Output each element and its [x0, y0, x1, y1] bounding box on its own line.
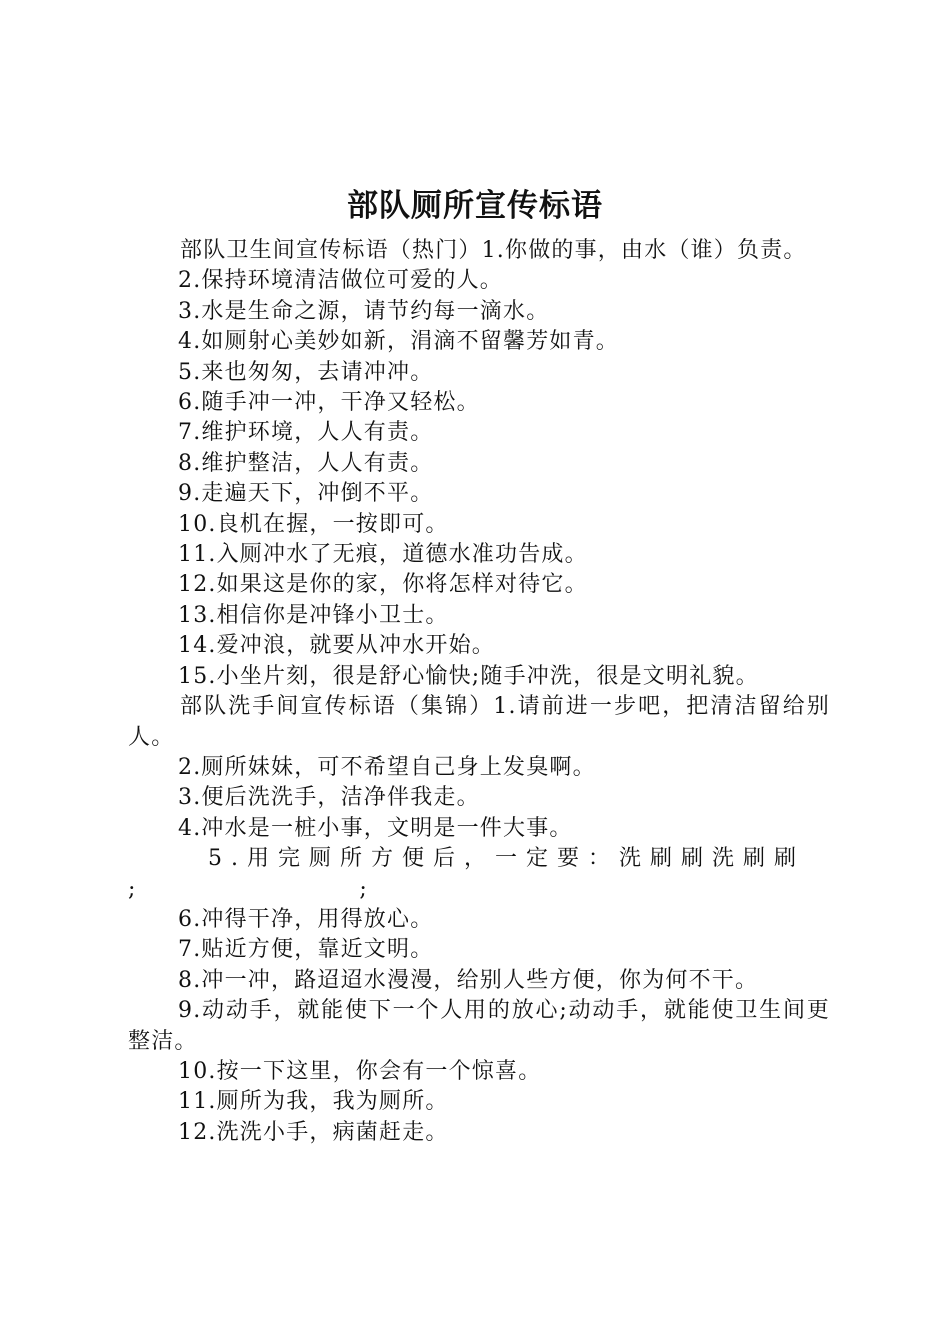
paragraph-spread: 5.用完厕所方便后，一定要：洗刷刷洗刷刷: [208, 846, 805, 872]
paragraph: 7.贴近方便，靠近文明。: [178, 937, 434, 963]
paragraph: 2.保持环境清洁做位可爱的人。: [178, 268, 503, 294]
paragraph: 6.冲得干净，用得放心。: [178, 906, 434, 932]
semicolon-right: ;: [359, 876, 368, 902]
document-body: [128, 236, 830, 1148]
semicolon-left: ;: [128, 876, 137, 902]
paragraph: 9.走遍天下，冲倒不平。: [178, 481, 434, 507]
paragraph: 8.维护整洁，人人有责。: [178, 450, 434, 476]
paragraph: 15.小坐片刻，很是舒心愉快;随手冲洗，很是文明礼貌。: [178, 663, 759, 689]
paragraph: 8.冲一冲，路迢迢水漫漫，给别人些方便，你为何不干。: [178, 967, 759, 993]
paragraph: 12.如果这是你的家，你将怎样对待它。: [178, 572, 588, 598]
paragraph: 10.按一下这里，你会有一个惊喜。: [178, 1058, 542, 1084]
paragraph: 4.如厕射心美妙如新，涓滴不留馨芳如青。: [178, 329, 619, 355]
paragraph: 9.动动手，就能使下一个人用的放心;动动手，就能使卫生间更整洁。: [128, 998, 830, 1054]
paragraph: 12.洗洗小手，病菌赶走。: [178, 1119, 449, 1145]
document-title: 部队厕所宣传标语: [347, 188, 603, 224]
paragraph: 11.厕所为我，我为厕所。: [178, 1089, 449, 1115]
paragraph: 6.随手冲一冲，干净又轻松。: [178, 390, 480, 416]
paragraph: 13.相信你是冲锋小卫士。: [178, 602, 449, 628]
paragraph: 2.厕所妹妹，可不希望自己身上发臭啊。: [178, 754, 596, 780]
paragraph: 部队洗手间宣传标语（集锦）1.请前进一步吧，把清洁留给别人。: [128, 694, 830, 750]
paragraph: 7.维护环境，人人有责。: [178, 420, 434, 446]
paragraph: 3.便后洗洗手，洁净伴我走。: [178, 785, 480, 811]
paragraph: 14.爱冲浪，就要从冲水开始。: [178, 633, 495, 659]
paragraph: 3.水是生命之源，请节约每一滴水。: [178, 298, 550, 324]
paragraph: 5.来也匆匆，去请冲冲。: [178, 359, 434, 385]
paragraph: 10.良机在握，一按即可。: [178, 511, 449, 537]
paragraph: 11.入厕冲水了无痕，道德水准功告成。: [178, 542, 588, 568]
paragraph-spread-continuation: [128, 875, 368, 905]
paragraph: 部队卫生间宣传标语（热门）1.你做的事，由水（谁）负责。: [180, 238, 807, 263]
paragraph: 4.冲水是一桩小事，文明是一件大事。: [178, 815, 573, 841]
